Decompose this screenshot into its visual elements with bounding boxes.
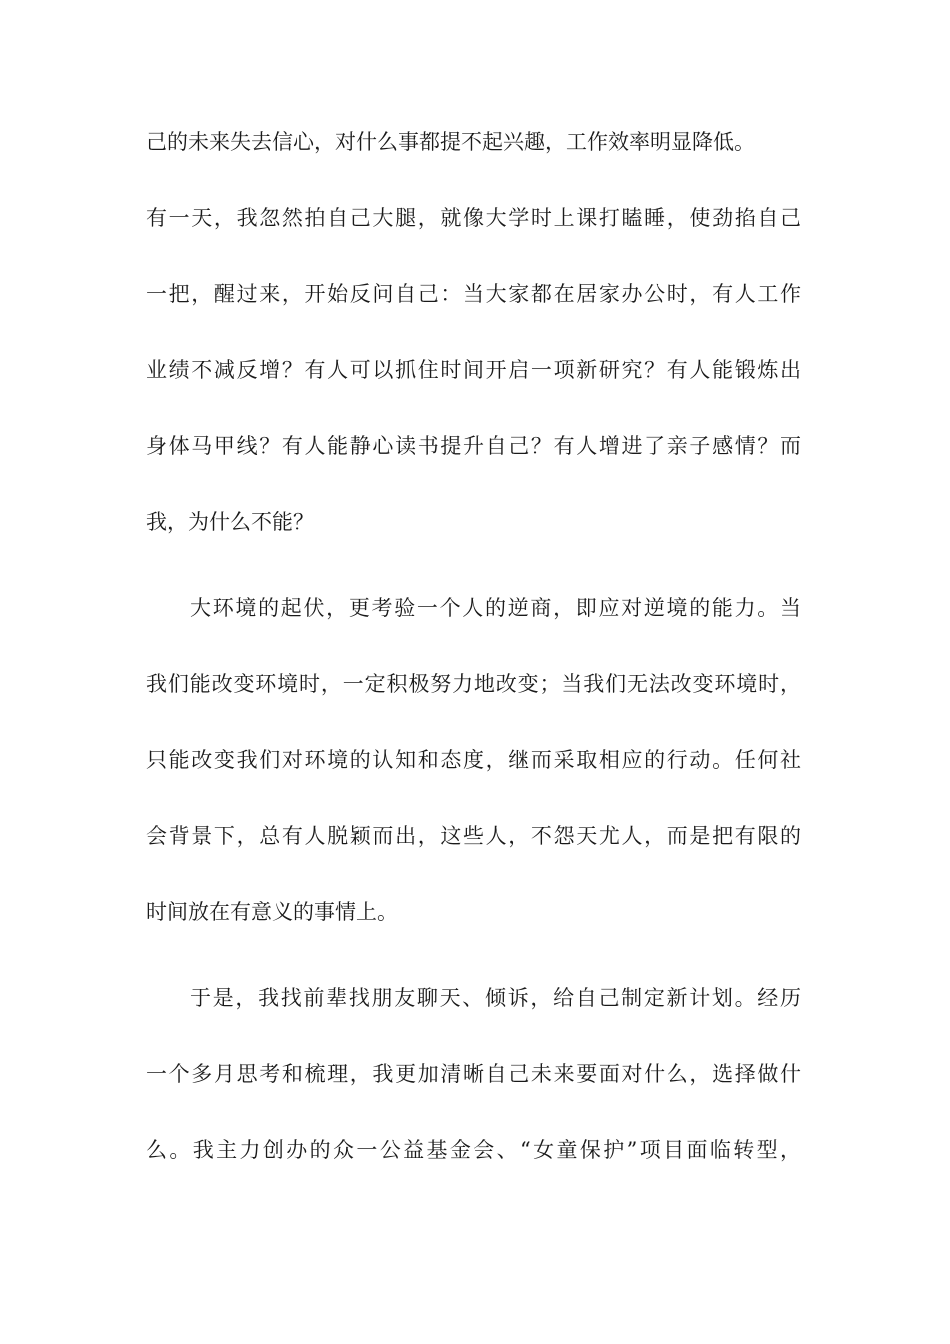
text-line: 己的未来失去信心，对什么事都提不起兴趣，工作效率明显降低。 [146, 130, 755, 154]
text-line: 我，为什么不能？ [146, 510, 314, 534]
text-line: 会背景下，总有人脱颖而出，这些人，不怨天尤人，而是把有限的 [146, 824, 801, 848]
text-line: 有一天，我忽然拍自己大腿，就像大学时上课打瞌睡，使劲掐自己 [146, 206, 801, 230]
text-line: 么。我主力创办的众一公益基金会、“女童保护”项目面临转型， [146, 1138, 801, 1162]
text-line: 只能改变我们对环境的认知和态度，继而采取相应的行动。任何社 [146, 748, 801, 772]
text-line: 业绩不减反增？有人可以抓住时间开启一项新研究？有人能锻炼出 [146, 358, 801, 382]
text-line: 一把，醒过来，开始反问自己：当大家都在居家办公时，有人工作 [146, 282, 801, 306]
text-line-indented: 于是，我找前辈找朋友聊天、倾诉，给自己制定新计划。经历 [190, 986, 801, 1010]
text-line-indented: 大环境的起伏，更考验一个人的逆商，即应对逆境的能力。当 [190, 596, 801, 620]
text-line: 我们能改变环境时，一定积极努力地改变；当我们无法改变环境时， [146, 672, 801, 696]
text-line: 时间放在有意义的事情上。 [146, 900, 398, 924]
text-line: 一个多月思考和梳理，我更加清晰自己未来要面对什么，选择做什 [146, 1062, 801, 1086]
body-text [146, 130, 801, 1214]
text-line: 身体马甲线？有人能静心读书提升自己？有人增进了亲子感情？而 [146, 434, 801, 458]
